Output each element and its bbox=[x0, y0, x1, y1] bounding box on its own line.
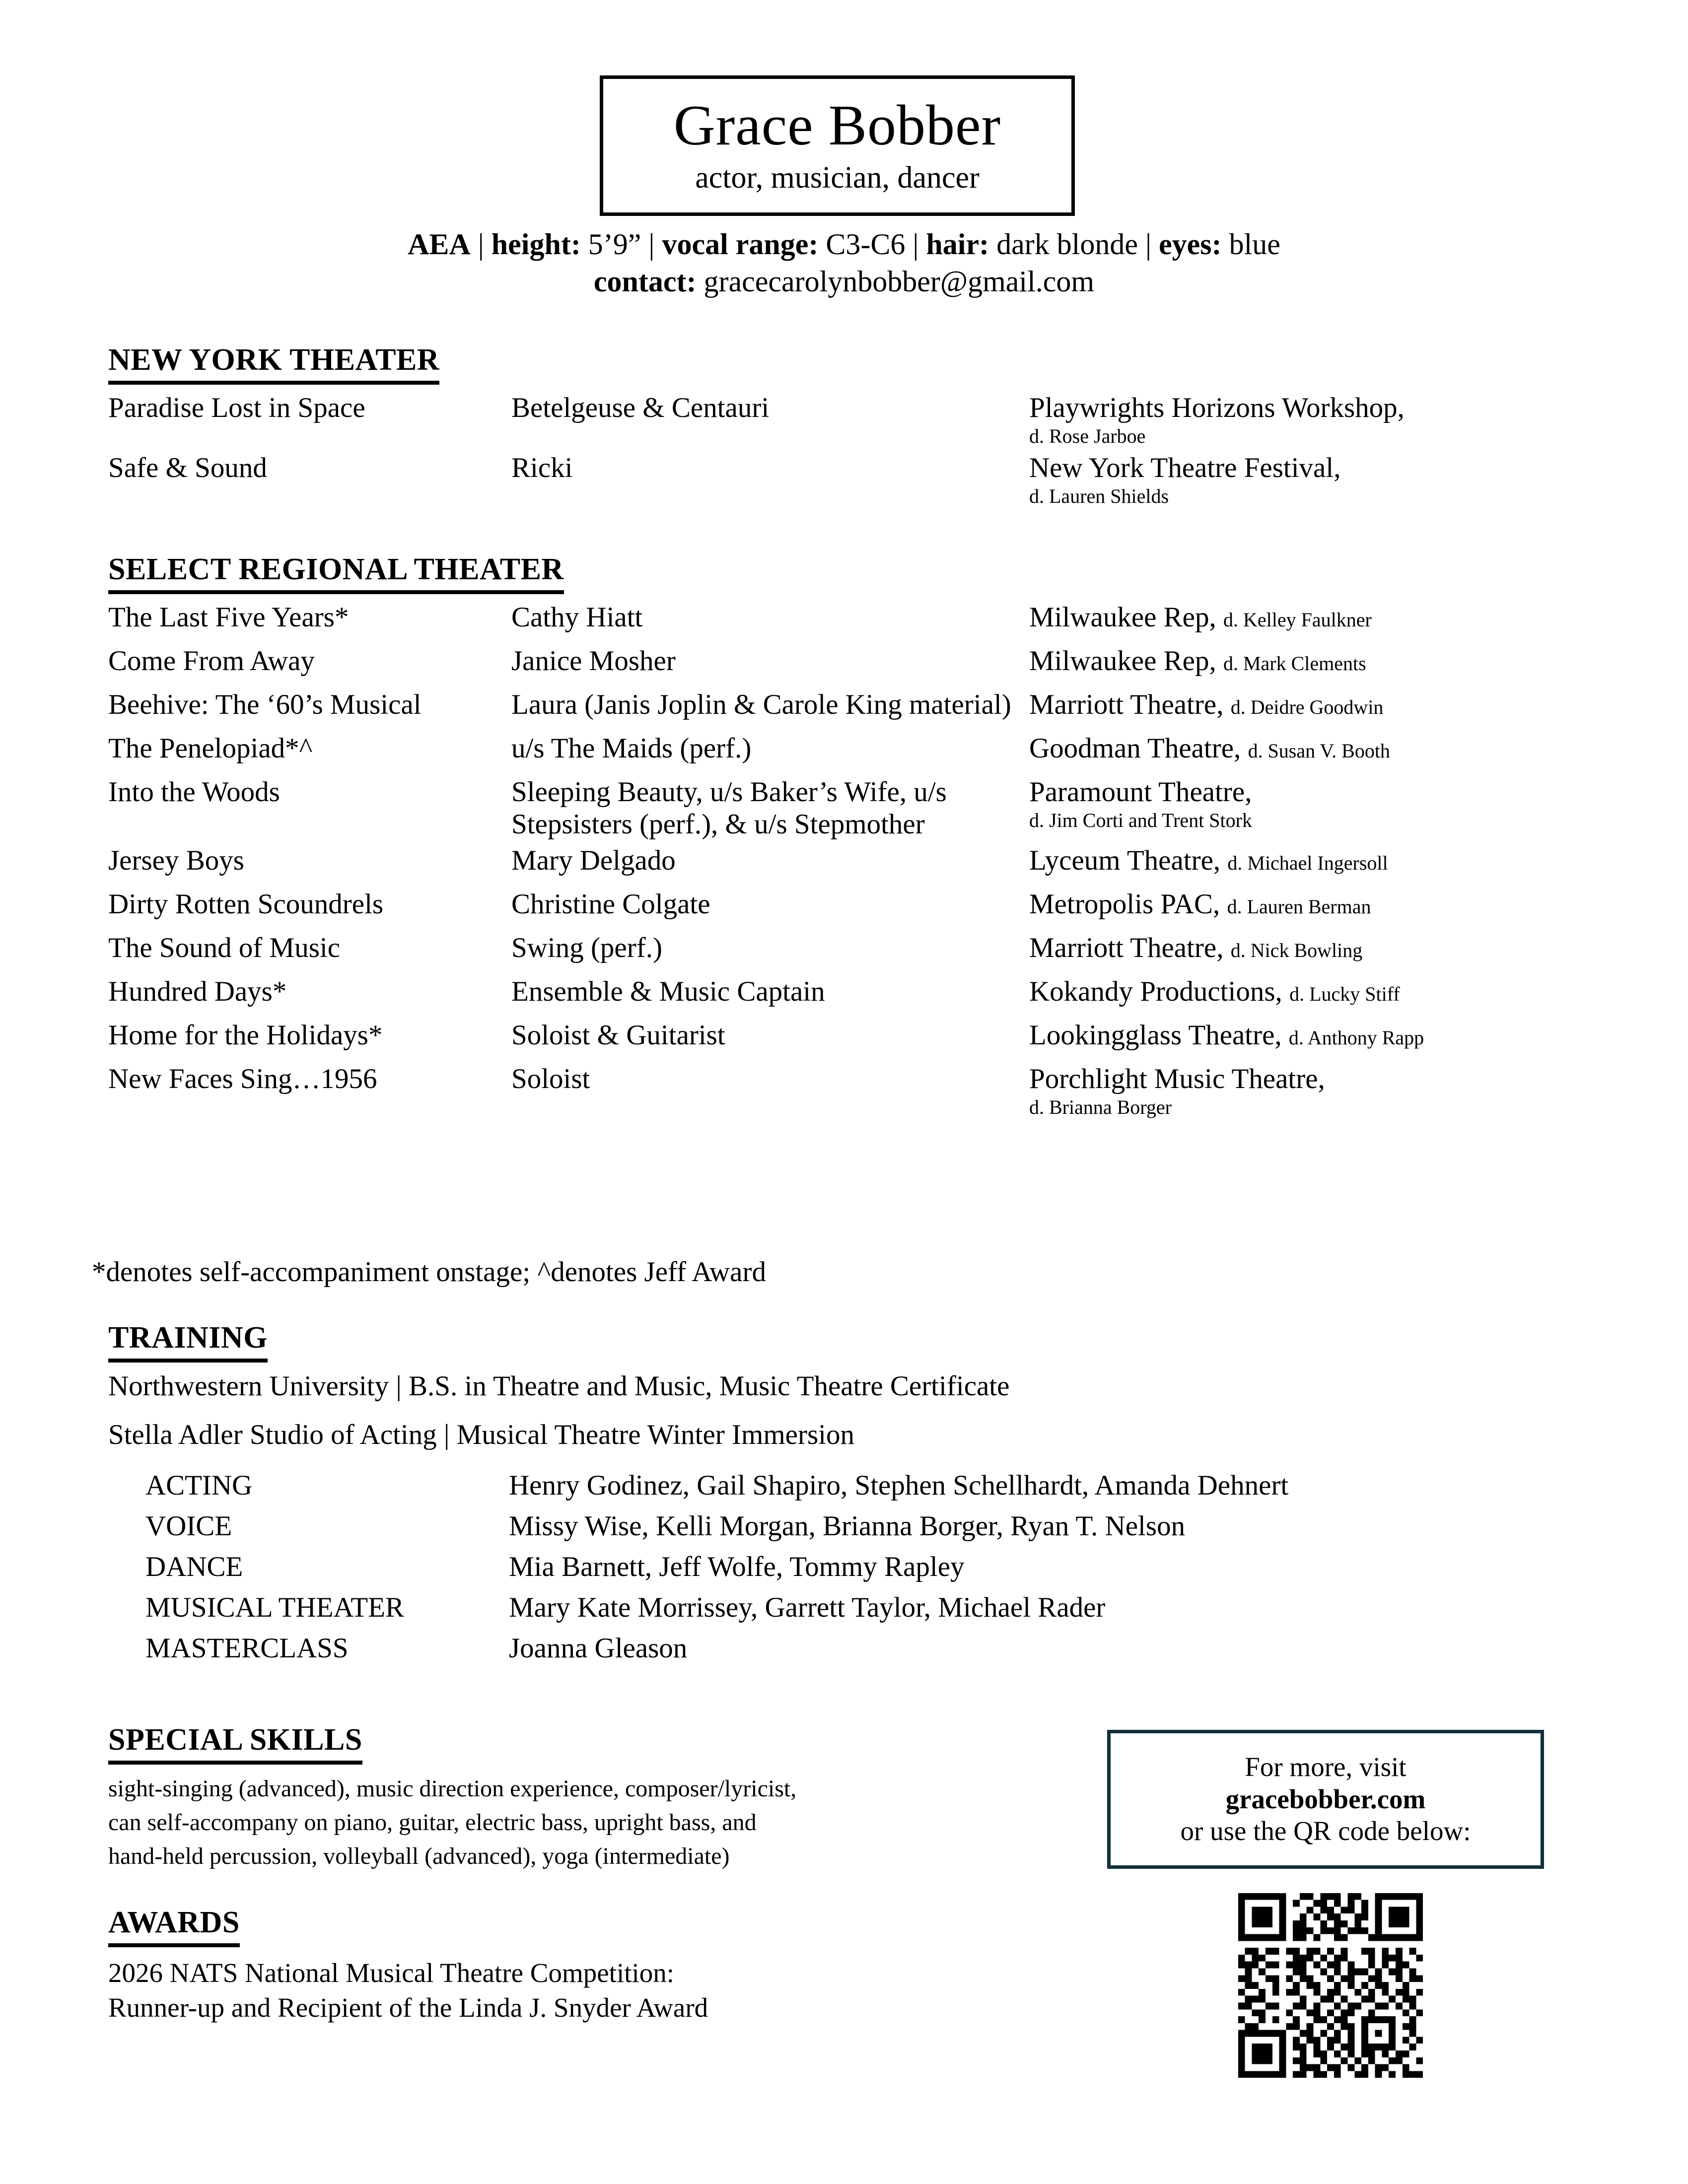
credit-venue-name: Playwrights Horizons Workshop, bbox=[1029, 392, 1405, 423]
training-category-names: Mia Barnett, Jeff Wolfe, Tommy Rapley bbox=[509, 1551, 965, 1582]
credit-role: Swing (perf.) bbox=[511, 932, 662, 963]
credit-role: Laura (Janis Joplin & Carole King material) bbox=[511, 689, 1011, 720]
special-skills-line: can self-accompany on piano, guitar, electric bass, upright bass, and bbox=[108, 1809, 757, 1836]
credit-director: d. Lauren Berman bbox=[1227, 895, 1371, 918]
training-category-label: MUSICAL THEATER bbox=[145, 1592, 404, 1623]
credit-venue-name: Lookingglass Theatre, bbox=[1029, 1020, 1289, 1051]
credit-director: d. Susan V. Booth bbox=[1248, 740, 1390, 762]
awards-line: 2026 NATS National Musical Theatre Competition: bbox=[108, 1958, 675, 1988]
credit-director: d. Mark Clements bbox=[1223, 652, 1366, 675]
credit-show-title: New Faces Sing…1956 bbox=[108, 1063, 377, 1094]
training-category-label: DANCE bbox=[145, 1551, 243, 1582]
website-url[interactable]: gracebobber.com bbox=[1225, 1783, 1426, 1814]
credit-venue bbox=[1029, 1063, 1585, 1119]
credit-role: Soloist bbox=[511, 1063, 590, 1094]
credit-director: d. Deidre Goodwin bbox=[1230, 696, 1384, 718]
special-skills-line: sight-singing (advanced), music direction experience, composer/lyricist, bbox=[108, 1775, 797, 1802]
sep-4: | bbox=[1145, 228, 1151, 261]
page-title: Grace Bobber bbox=[673, 93, 1001, 157]
credit-director: d. Anthony Rapp bbox=[1288, 1026, 1424, 1049]
awards-line: Runner-up and Recipient of the Linda J. Snyder Award bbox=[108, 1992, 708, 2023]
credit-role: u/s The Maids (perf.) bbox=[511, 733, 752, 764]
credit-role: Cathy Hiatt bbox=[511, 602, 643, 633]
vocal-range-label: vocal range: bbox=[662, 228, 819, 261]
special-skills-body bbox=[108, 1772, 1101, 1873]
vocal-range-value: C3-C6 bbox=[826, 228, 906, 261]
credit-venue bbox=[1029, 888, 1585, 921]
credit-venue bbox=[1029, 845, 1585, 877]
sep-3: | bbox=[913, 228, 919, 261]
eyes-value: blue bbox=[1229, 228, 1280, 261]
credit-show-title: Hundred Days* bbox=[108, 976, 287, 1007]
sep-2: | bbox=[648, 228, 655, 261]
credit-show-title: Dirty Rotten Scoundrels bbox=[108, 888, 384, 920]
sep-1: | bbox=[478, 228, 484, 261]
credit-show-title: The Last Five Years* bbox=[108, 602, 349, 633]
credit-venue-name: Marriott Theatre, bbox=[1029, 932, 1231, 963]
contact-label: contact: bbox=[593, 265, 697, 298]
credit-show-title: Paradise Lost in Space bbox=[108, 392, 365, 423]
page-subtitle: actor, musician, dancer bbox=[695, 160, 980, 195]
credit-role: Mary Delgado bbox=[511, 845, 676, 876]
credit-show-title: Beehive: The ‘60’s Musical bbox=[108, 689, 422, 720]
credit-venue bbox=[1029, 733, 1585, 765]
section-heading-select-regional-theater: SELECT REGIONAL THEATER bbox=[108, 552, 564, 594]
union-label: AEA bbox=[408, 228, 471, 261]
credit-venue-name: Metropolis PAC, bbox=[1029, 888, 1227, 920]
qr-line-1: For more, visit bbox=[1245, 1751, 1407, 1782]
qr-info-box bbox=[1107, 1730, 1544, 1869]
training-category-names: Mary Kate Morrissey, Garrett Taylor, Michael Rader bbox=[509, 1592, 1106, 1623]
credit-director: d. Jim Corti and Trent Stork bbox=[1029, 809, 1252, 831]
credit-venue-name: Paramount Theatre, bbox=[1029, 776, 1252, 808]
credit-director: d. Lucky Stiff bbox=[1289, 983, 1400, 1005]
credit-venue bbox=[1029, 689, 1585, 721]
credit-venue-name: Porchlight Music Theatre, bbox=[1029, 1063, 1325, 1094]
height-label: height: bbox=[491, 228, 581, 261]
section-heading-special-skills: SPECIAL SKILLS bbox=[108, 1722, 362, 1765]
hair-value: dark blonde bbox=[996, 228, 1138, 261]
credit-director: d. Kelley Faulkner bbox=[1223, 609, 1372, 631]
height-value: 5’9” bbox=[588, 228, 641, 261]
credit-venue bbox=[1029, 645, 1585, 678]
credit-role: Soloist & Guitarist bbox=[511, 1020, 725, 1051]
vitals-line-1 bbox=[408, 228, 1280, 261]
credit-show-title: Home for the Holidays* bbox=[108, 1020, 383, 1051]
credit-venue bbox=[1029, 776, 1585, 832]
credit-show-title: Come From Away bbox=[108, 645, 315, 677]
special-skills-line: hand-held percussion, volleyball (advanced), yoga (intermediate) bbox=[108, 1843, 730, 1870]
credit-role: Ensemble & Music Captain bbox=[511, 976, 825, 1007]
credit-venue-name: Kokandy Productions, bbox=[1029, 976, 1290, 1007]
section-heading-new-york-theater: NEW YORK THEATER bbox=[108, 342, 439, 385]
credit-venue bbox=[1029, 1020, 1585, 1052]
credit-role: Ricki bbox=[511, 452, 573, 483]
credit-show-title: Into the Woods bbox=[108, 776, 280, 808]
credit-venue bbox=[1029, 602, 1585, 634]
credit-role: Janice Mosher bbox=[511, 645, 676, 677]
credit-venue bbox=[1029, 392, 1585, 448]
training-category-names: Missy Wise, Kelli Morgan, Brianna Borger, Ryan T. Nelson bbox=[509, 1510, 1186, 1542]
training-school-1: Northwestern University | B.S. in Theatre and Music, Music Theatre Certificate bbox=[108, 1370, 1010, 1402]
credit-venue-name: New York Theatre Festival, bbox=[1029, 452, 1341, 483]
credit-venue-name: Milwaukee Rep, bbox=[1029, 602, 1223, 633]
credit-role: Christine Colgate bbox=[511, 888, 710, 920]
awards-body bbox=[108, 1956, 1200, 2026]
training-category-label: MASTERCLASS bbox=[145, 1633, 349, 1664]
vitals-line-2 bbox=[0, 263, 1688, 300]
credit-venue-name: Goodman Theatre, bbox=[1029, 733, 1248, 764]
credit-director: d. Brianna Borger bbox=[1029, 1095, 1172, 1118]
hair-label: hair: bbox=[926, 228, 989, 261]
credit-venue-name: Milwaukee Rep, bbox=[1029, 645, 1223, 677]
credit-venue bbox=[1029, 932, 1585, 964]
credit-show-title: Jersey Boys bbox=[108, 845, 244, 876]
eyes-label: eyes: bbox=[1159, 228, 1222, 261]
credit-venue bbox=[1029, 452, 1585, 508]
training-category-names: Henry Godinez, Gail Shapiro, Stephen Schellhardt, Amanda Dehnert bbox=[509, 1470, 1289, 1501]
training-category-label: ACTING bbox=[145, 1470, 253, 1501]
section-heading-training: TRAINING bbox=[108, 1320, 268, 1363]
training-school-2: Stella Adler Studio of Acting | Musical Theatre Winter Immersion bbox=[108, 1419, 854, 1450]
credit-show-title: The Sound of Music bbox=[108, 932, 341, 963]
section-heading-awards: AWARDS bbox=[108, 1905, 240, 1947]
credit-director: d. Lauren Shields bbox=[1029, 484, 1169, 507]
qr-line-3: or use the QR code below: bbox=[1180, 1816, 1471, 1846]
credit-venue-name: Marriott Theatre, bbox=[1029, 689, 1231, 720]
credit-show-title: The Penelopiad*^ bbox=[108, 733, 313, 764]
credit-venue bbox=[1029, 976, 1585, 1008]
credit-show-title: Safe & Sound bbox=[108, 452, 267, 483]
qr-code-image[interactable] bbox=[1231, 1886, 1430, 2085]
training-category-names: Joanna Gleason bbox=[509, 1633, 688, 1664]
vitals-block bbox=[0, 226, 1688, 300]
training-category-label: VOICE bbox=[145, 1510, 232, 1542]
credit-role: Sleeping Beauty, u/s Baker’s Wife, u/s Stepsisters (perf.), & u/s Stepmother bbox=[511, 776, 947, 840]
new-york-credits-table bbox=[108, 392, 1598, 507]
name-header-box bbox=[600, 75, 1075, 216]
credit-director: d. Nick Bowling bbox=[1230, 939, 1363, 961]
contact-email[interactable]: gracecarolynbobber@gmail.com bbox=[703, 265, 1095, 298]
credit-venue-name: Lyceum Theatre, bbox=[1029, 845, 1228, 876]
credit-role: Betelgeuse & Centauri bbox=[511, 392, 770, 423]
credit-director: d. Rose Jarboe bbox=[1029, 424, 1146, 447]
credit-director: d. Michael Ingersoll bbox=[1227, 852, 1388, 874]
credits-footnote: *denotes self-accompaniment onstage; ^denotes Jeff Award bbox=[92, 1256, 766, 1288]
